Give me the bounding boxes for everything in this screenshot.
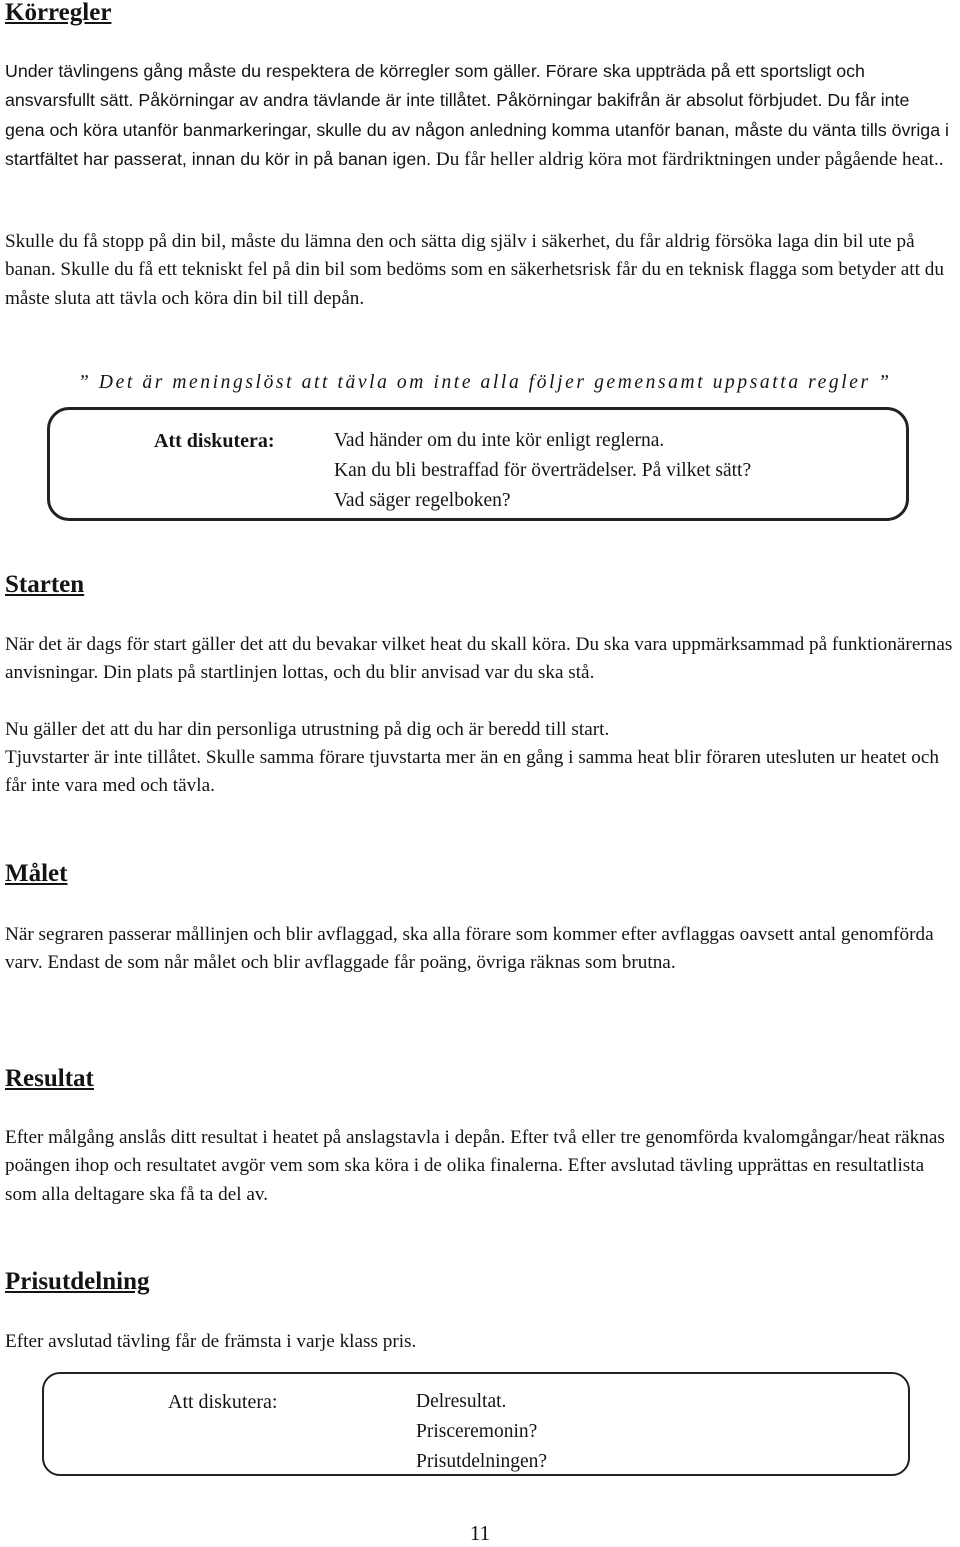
discussion-box-rules [47, 407, 909, 521]
prisutdelning-paragraph: Efter avslutad tävling får de främsta i varje klass pris. [5, 1331, 417, 1352]
malet-paragraph: När segraren passerar mållinjen och blir avflaggad, ska alla förare som kommer efter avflaggas oavsett antal genomförda varv. Endast de som når målet och blir avflaggade får poäng, övriga räknas som brutna. [5, 924, 934, 974]
resultat-paragraph: Efter målgång anslås ditt resultat i heatet på anslagstavla i depån. Efter två eller tre genomförda kvalomgångar/heat räknas poängen ihop och resultatet avgör vem som ska köra i de olika finalerna. Efter avslutad tävling upprättas en resultatlista som alla deltagare ska få ta del av. [5, 1127, 945, 1205]
discussion-question: Prisutdelningen? [416, 1451, 548, 1472]
heading-korregler: Körregler [5, 0, 112, 26]
discussion-box-prizes [42, 1372, 910, 1476]
discussion-label: Att diskutera: [154, 430, 275, 452]
heading-starten: Starten [5, 571, 85, 598]
heading-prisutdelning: Prisutdelning [5, 1268, 150, 1295]
korregler-paragraph-1-serif: Du får heller aldrig köra mot färdriktningen under pågående heat.. [431, 149, 944, 171]
starten-paragraph-1: När det är dags för start gäller det att du bevakar vilket heat du skall köra. Du ska vara uppmärksammad på funktionärernas anvisningar. Din plats på startlinjen lottas, och du blir anvisad var du ska stå. [5, 634, 953, 684]
starten-paragraph-2: Nu gäller det att du har din personliga utrustning på dig och är beredd till start. [5, 719, 610, 740]
starten-paragraph-3: Tjuvstarter är inte tillåtet. Skulle samma förare tjuvstarta mer än en gång i samma heat blir föraren utesluten ur heatet och får inte vara med och tävla. [5, 747, 939, 797]
discussion-question: Kan du bli bestraffad för överträdelser. På vilket sätt? [334, 460, 752, 481]
heading-malet: Målet [5, 860, 68, 887]
korregler-paragraph-2: Skulle du få stopp på din bil, måste du lämna den och sätta dig själv i säkerhet, du får aldrig försöka laga din bil ute på banan. Skulle du få ett tekniskt fel på din bil som bedöms som en säkerhetsrisk får du en teknisk flagga som betyder att du måste sluta att tävla och köra din bil till depån. [5, 231, 944, 309]
rules-quote: ” Det är meningslöst att tävla om inte alla följer gemensamt uppsatta regler ” [78, 372, 892, 393]
discussion-question: Delresultat. [416, 1391, 507, 1412]
heading-resultat: Resultat [5, 1065, 94, 1092]
discussion-question: Vad händer om du inte kör enligt reglerna. [334, 430, 665, 451]
discussion-questions [334, 426, 751, 516]
korregler-paragraph-1-sans: Under tävlingens gång måste du respektera de körregler som gäller. Förare ska uppträda på ett sportsligt och ansvarsfullt sätt. Påkörningar av andra tävlande är inte tillåtet. Påkörningar bakifrån är absolut förbjudet. Du får inte gena och köra utanför banmarkeringar, skulle du av någon anledning komma utanför banan, måste du vänta tills övriga i startfältet har passerat, innan du kör in på banan igen. [5, 61, 949, 170]
discussion-label: Att diskutera: [168, 1391, 278, 1413]
page-number: 11 [469, 1521, 491, 1545]
discussion-question: Prisceremonin? [416, 1421, 538, 1442]
discussion-questions [416, 1387, 547, 1477]
discussion-question: Vad säger regelboken? [334, 490, 511, 511]
korregler-paragraph-1 [5, 57, 953, 175]
